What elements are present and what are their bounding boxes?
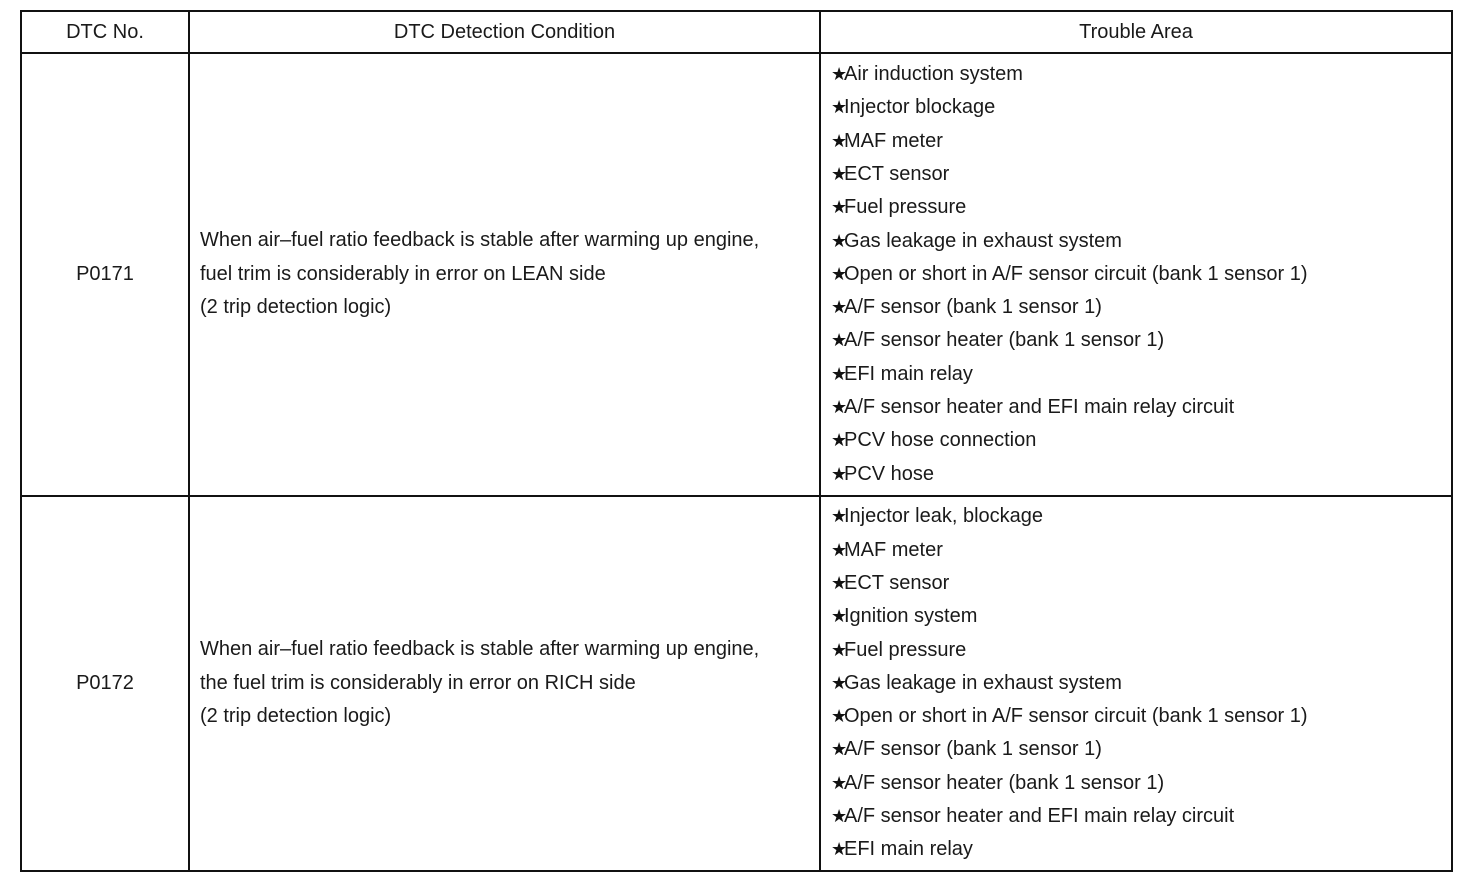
header-trouble-area: Trouble Area [820, 11, 1452, 53]
star-icon: ★ [831, 430, 848, 451]
table-row [21, 53, 1452, 496]
star-icon: ★ [831, 572, 848, 593]
star-icon: ★ [831, 163, 848, 184]
star-icon: ★ [831, 706, 848, 727]
star-icon: ★ [831, 197, 848, 218]
trouble-area-label: MAF meter [844, 129, 943, 152]
star-icon: ★ [831, 839, 848, 860]
trouble-area-list [831, 58, 1451, 491]
trouble-area-label: A/F sensor (bank 1 sensor 1) [844, 738, 1102, 761]
trouble-area-label: EFI main relay [844, 838, 973, 861]
trouble-area-item [831, 800, 1451, 833]
trouble-area [820, 496, 1452, 871]
star-icon: ★ [831, 263, 848, 284]
table-row [21, 496, 1452, 871]
trouble-area-label: Injector blockage [844, 96, 996, 119]
trouble-area-label: ECT sensor [844, 571, 950, 594]
header-row [21, 11, 1452, 53]
star-icon: ★ [831, 463, 848, 484]
trouble-area-label: Fuel pressure [844, 196, 967, 219]
trouble-area-list [831, 500, 1451, 866]
star-icon: ★ [831, 739, 848, 760]
dtc-code: P0172 [21, 496, 189, 871]
trouble-area-item [831, 58, 1451, 91]
star-icon: ★ [831, 806, 848, 827]
star-icon: ★ [831, 297, 848, 318]
trouble-area-label: A/F sensor heater and EFI main relay circuit [844, 396, 1235, 419]
header-detection-condition: DTC Detection Condition [189, 11, 820, 53]
trouble-area-item [831, 634, 1451, 667]
star-icon: ★ [831, 97, 848, 118]
trouble-area-item [831, 767, 1451, 800]
condition-line: (2 trip detection logic) [200, 705, 392, 728]
trouble-area-item [831, 424, 1451, 457]
trouble-area-item [831, 391, 1451, 424]
trouble-area-label: Gas leakage in exhaust system [844, 229, 1122, 252]
trouble-area-item [831, 458, 1451, 491]
star-icon: ★ [831, 772, 848, 793]
trouble-area-label: Gas leakage in exhaust system [844, 671, 1122, 694]
trouble-area-item [831, 258, 1451, 291]
star-icon: ★ [831, 506, 848, 527]
header-dtc-no: DTC No. [21, 11, 189, 53]
trouble-area-item [831, 158, 1451, 191]
star-icon: ★ [831, 606, 848, 627]
dtc-code: P0171 [21, 53, 189, 496]
trouble-area-label: Ignition system [844, 605, 978, 628]
condition-line: (2 trip detection logic) [200, 296, 392, 319]
trouble-area-item [831, 833, 1451, 866]
trouble-area-item [831, 225, 1451, 258]
star-icon: ★ [831, 397, 848, 418]
trouble-area-item [831, 191, 1451, 224]
trouble-area-label: PCV hose connection [844, 429, 1037, 452]
detection-condition [189, 53, 820, 496]
star-icon: ★ [831, 230, 848, 251]
trouble-area-label: Fuel pressure [844, 638, 967, 661]
trouble-area-label: A/F sensor heater (bank 1 sensor 1) [844, 771, 1165, 794]
condition-line: When air–fuel ratio feedback is stable after warming up engine, [200, 229, 760, 252]
trouble-area-item [831, 291, 1451, 324]
trouble-area [820, 53, 1452, 496]
condition-line: fuel trim is considerably in error on LEAN side [200, 262, 606, 285]
trouble-area-label: Open or short in A/F sensor circuit (bank 1 sensor 1) [844, 262, 1308, 285]
trouble-area-label: Injector leak, blockage [844, 505, 1044, 528]
trouble-area-item [831, 324, 1451, 357]
detection-condition [189, 496, 820, 871]
trouble-area-label: EFI main relay [844, 362, 973, 385]
trouble-area-label: Air induction system [844, 63, 1023, 86]
trouble-area-item [831, 700, 1451, 733]
star-icon: ★ [831, 330, 848, 351]
star-icon: ★ [831, 639, 848, 660]
star-icon: ★ [831, 539, 848, 560]
trouble-area-label: ECT sensor [844, 162, 950, 185]
trouble-area-label: Open or short in A/F sensor circuit (bank 1 sensor 1) [844, 705, 1308, 728]
trouble-area-item [831, 91, 1451, 124]
trouble-area-item [831, 125, 1451, 158]
condition-line: the fuel trim is considerably in error on RICH side [200, 671, 636, 694]
trouble-area-item [831, 534, 1451, 567]
trouble-area-item [831, 667, 1451, 700]
condition-line: When air–fuel ratio feedback is stable after warming up engine, [200, 638, 760, 661]
dtc-table [20, 10, 1453, 872]
trouble-area-item [831, 733, 1451, 766]
trouble-area-label: MAF meter [844, 538, 943, 561]
trouble-area-label: A/F sensor heater (bank 1 sensor 1) [844, 329, 1165, 352]
star-icon: ★ [831, 363, 848, 384]
star-icon: ★ [831, 64, 848, 85]
star-icon: ★ [831, 130, 848, 151]
trouble-area-item [831, 500, 1451, 533]
trouble-area-label: PCV hose [844, 462, 935, 485]
trouble-area-item [831, 600, 1451, 633]
trouble-area-item [831, 567, 1451, 600]
trouble-area-label: A/F sensor (bank 1 sensor 1) [844, 296, 1102, 319]
trouble-area-item [831, 358, 1451, 391]
trouble-area-label: A/F sensor heater and EFI main relay circuit [844, 805, 1235, 828]
star-icon: ★ [831, 672, 848, 693]
